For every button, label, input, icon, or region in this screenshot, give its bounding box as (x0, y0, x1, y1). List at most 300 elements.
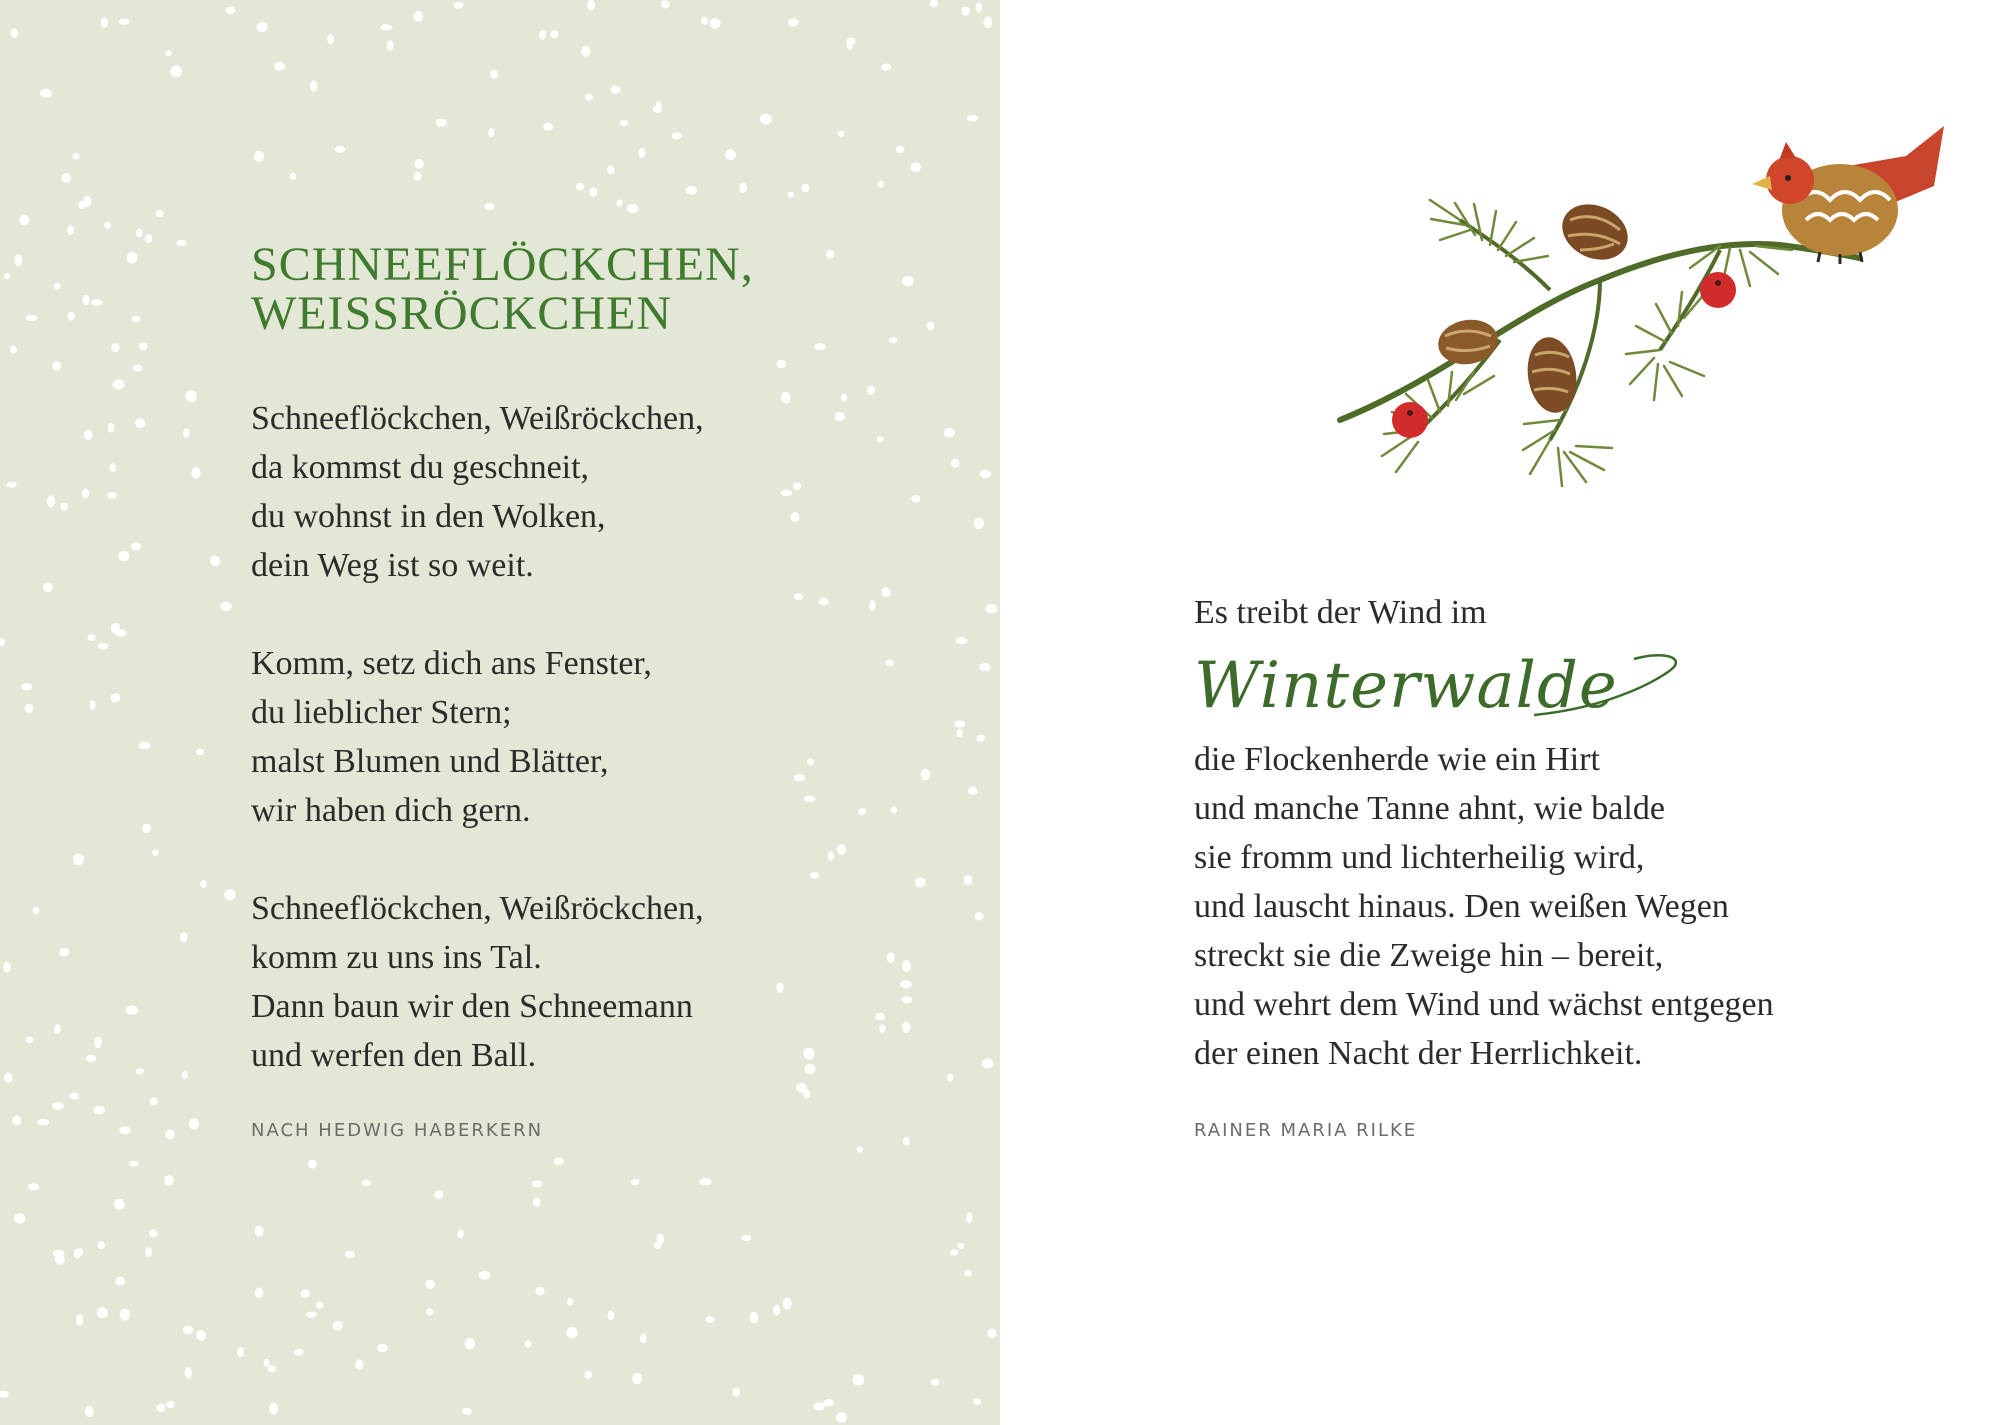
snow-dot (581, 46, 590, 57)
snow-dot (118, 551, 129, 561)
snow-dot (47, 495, 55, 507)
snow-dot (836, 1412, 847, 1423)
snow-dot (490, 70, 498, 79)
poem-line: sie fromm und lichterheilig wird, (1194, 839, 1645, 876)
snow-dot (268, 1365, 277, 1372)
snow-dot (98, 643, 109, 649)
poem-line: die Flockenherde wie ein Hirt (1194, 741, 1600, 778)
snow-dot (488, 128, 494, 137)
snow-dot (804, 796, 816, 803)
poem-line: Schneeflöckchen, Weißröckchen, (251, 400, 704, 437)
snow-dot (139, 742, 151, 750)
snow-dot (801, 184, 809, 193)
snow-dot (87, 634, 95, 641)
snow-dot (661, 0, 670, 8)
snow-dot (788, 18, 799, 26)
snow-dot (54, 1024, 61, 1034)
snow-dot (25, 1037, 33, 1044)
snow-dot (4, 1073, 13, 1083)
snow-dot (911, 495, 920, 502)
snow-dot (627, 204, 638, 213)
snow-dot (567, 1298, 573, 1306)
snow-dot (59, 948, 69, 957)
poem-line: da kommst du geschneit, (251, 449, 590, 486)
snow-dot (164, 1175, 174, 1185)
poem-line: Komm, setz dich ans Fenster, (251, 645, 652, 682)
snow-dot (951, 459, 960, 468)
snow-dot (434, 1191, 443, 1200)
snow-dot (25, 704, 34, 713)
snow-dot (710, 18, 721, 28)
snow-dot (620, 120, 628, 127)
snow-dot (224, 889, 235, 901)
snow-dot (86, 1055, 96, 1062)
stanza-2 (251, 639, 704, 835)
snow-dot (525, 1340, 532, 1348)
snow-dot (43, 583, 53, 593)
snow-dot (973, 1399, 981, 1405)
snow-dot (585, 94, 593, 101)
snow-dot (479, 1271, 491, 1280)
snow-dot (308, 1160, 317, 1169)
snow-dot (53, 1250, 65, 1257)
snow-dot (889, 337, 898, 343)
pine-cone-icon (1523, 334, 1581, 416)
snow-dot (150, 1097, 158, 1105)
snow-dot (426, 1308, 433, 1315)
snow-dot (67, 225, 74, 235)
snow-dot (425, 1280, 434, 1289)
snow-dot (957, 1243, 964, 1249)
snow-dot (986, 604, 998, 613)
snow-dot (120, 1309, 130, 1321)
snow-dot (879, 1025, 885, 1033)
snow-dot (109, 463, 116, 471)
snow-dot (131, 543, 142, 551)
snow-dot (725, 149, 736, 160)
snow-dot (956, 729, 962, 737)
snow-dot (585, 1371, 593, 1379)
snow-dot (152, 849, 159, 855)
snow-dot (700, 1178, 712, 1185)
snow-dot (257, 22, 268, 32)
poem-line: und wehrt dem Wind und wächst entgegen (1194, 986, 1774, 1023)
snow-dot (127, 252, 138, 264)
snow-dot (533, 1197, 541, 1207)
snow-dot (878, 181, 885, 188)
pine-branch-bird-illustration (1300, 80, 1960, 530)
snow-dot (590, 187, 598, 196)
snow-dot (113, 379, 125, 389)
snow-dot (828, 851, 834, 861)
snow-dot (60, 503, 67, 511)
poem-line: du lieblicher Stern; (251, 694, 512, 731)
snow-dot (345, 1251, 355, 1259)
snow-dot (54, 283, 61, 290)
snow-dot (760, 114, 772, 125)
snow-dot (819, 598, 829, 606)
snow-dot (294, 1349, 304, 1356)
snow-dot (554, 1157, 563, 1165)
snow-dot (3, 962, 11, 973)
author-credit-left: NACH HEDWIG HABERKERN (251, 1120, 544, 1141)
snow-dot (111, 623, 120, 631)
snow-dot (791, 512, 800, 521)
snow-dot (335, 146, 345, 153)
snow-dot (255, 1226, 264, 1237)
snow-dot (355, 1359, 363, 1369)
snow-dot (654, 1242, 661, 1249)
snow-dot (982, 1058, 993, 1068)
snow-dot (457, 1229, 464, 1238)
snow-dot (136, 229, 143, 238)
poem-right-body (1194, 588, 1954, 1078)
snow-dot (706, 1316, 715, 1323)
snow-dot (192, 467, 201, 478)
snow-dot (640, 1333, 647, 1343)
snow-dot (91, 299, 102, 306)
snow-dot (237, 1347, 244, 1357)
snow-dot (114, 1199, 125, 1210)
snow-dot (980, 470, 992, 478)
snow-dot (838, 131, 845, 137)
snow-dot (964, 1270, 971, 1277)
snow-dot (107, 492, 117, 498)
snow-dot (255, 1288, 263, 1298)
snow-dot (896, 146, 904, 153)
snow-dot (867, 386, 875, 395)
snow-dot (814, 1402, 825, 1410)
snow-dot (576, 183, 584, 191)
snow-dot (200, 880, 207, 888)
snow-dot (264, 1359, 270, 1367)
script-word-heading (1194, 637, 1954, 735)
snow-dot (126, 1005, 138, 1015)
script-swash-flourish (1194, 637, 1714, 735)
poem-line: malst Blumen und Blätter, (251, 743, 609, 780)
snow-dot (639, 148, 646, 158)
snow-dot (28, 1184, 40, 1191)
snow-dot (414, 159, 423, 169)
snow-dot (794, 774, 805, 781)
snow-dot (166, 1401, 175, 1408)
snow-dot (783, 1298, 792, 1310)
poem-line: Schneeflöckchen, Weißröckchen, (251, 890, 704, 927)
snow-dot (119, 1127, 130, 1135)
snow-dot (847, 39, 853, 51)
snow-dot (881, 64, 891, 71)
snow-dot (826, 250, 834, 259)
snow-dot (967, 115, 978, 121)
snow-dot (220, 602, 231, 612)
snow-dot (631, 1179, 640, 1185)
pine-cone-icon (1435, 315, 1502, 369)
snow-dot (539, 30, 546, 40)
snow-dot (183, 1326, 193, 1335)
poem-line: Es treibt der Wind im (1194, 594, 1487, 631)
snow-dot (837, 844, 846, 855)
snow-dot (903, 1137, 909, 1146)
snow-dot (773, 1305, 780, 1316)
snow-dot (69, 1093, 79, 1100)
snow-dot (741, 1235, 751, 1241)
snow-dot (10, 346, 17, 354)
snow-dot (881, 587, 890, 597)
snow-dot (290, 173, 297, 180)
snow-dot (62, 173, 72, 183)
snow-dot (462, 1408, 472, 1415)
poem-line: und manche Tanne ahnt, wie balde (1194, 790, 1665, 827)
snow-dot (180, 932, 187, 942)
snow-dot (104, 222, 111, 229)
snow-dot (954, 720, 965, 727)
poem-line: dein Weg ist so weit. (251, 547, 534, 584)
snow-dot (900, 980, 911, 988)
snow-dot (814, 343, 826, 350)
snow-dot (485, 203, 495, 211)
snow-dot (301, 1289, 311, 1297)
snow-dot (532, 1180, 543, 1187)
poem-left-body (251, 394, 704, 1129)
snow-dot (891, 807, 898, 814)
snow-dot (733, 1387, 740, 1397)
snow-dot (781, 490, 793, 496)
snow-dot (170, 66, 182, 78)
snow-dot (52, 1102, 64, 1110)
snow-dot (616, 200, 622, 207)
snow-dot (115, 1277, 125, 1286)
snow-dot (83, 295, 90, 305)
snow-dot (52, 361, 61, 370)
snow-dot (587, 0, 594, 11)
red-berry-icon (1700, 272, 1736, 308)
right-page (1000, 0, 2000, 1425)
poem-line: wir haben dich gern. (251, 792, 531, 829)
snow-dot (84, 430, 93, 440)
poem-title-line-1: SCHNEEFLÖCKCHEN, (251, 238, 754, 291)
snow-dot (196, 1330, 206, 1341)
snow-dot (26, 315, 37, 321)
snow-dot (551, 30, 559, 38)
snow-dot (93, 1106, 105, 1114)
snow-dot (0, 638, 5, 646)
snow-dot (835, 412, 845, 421)
snow-dot (961, 7, 970, 16)
snow-dot (210, 556, 220, 566)
snow-dot (73, 853, 84, 865)
snow-dot (803, 1089, 810, 1098)
snow-dot (156, 210, 164, 217)
snow-dot (85, 1406, 94, 1417)
snow-dot (902, 996, 913, 1003)
snow-dot (902, 960, 911, 972)
snow-dot (111, 343, 120, 352)
snow-dot (414, 11, 423, 22)
snow-dot (974, 518, 984, 529)
script-word-text: Winterwalde (1194, 649, 1618, 723)
snow-dot (794, 593, 803, 600)
snow-dot (108, 423, 114, 433)
snow-dot (911, 162, 921, 172)
author-credit-right: RAINER MARIA RILKE (1194, 1120, 1418, 1141)
snow-dot (136, 1068, 144, 1074)
snow-dot (157, 1404, 166, 1412)
snow-dot (877, 436, 883, 442)
snow-dot (750, 1312, 759, 1323)
snow-dot (7, 482, 17, 488)
snow-dot (869, 600, 875, 611)
snow-dot (454, 2, 464, 9)
snow-dot (966, 1212, 972, 1223)
snow-dot (132, 365, 142, 372)
snow-dot (37, 1119, 49, 1126)
snow-dot (310, 81, 317, 92)
snow-dot (805, 1064, 816, 1074)
snow-dot (950, 1249, 959, 1255)
snow-dot (333, 1321, 343, 1331)
snow-dot (841, 394, 847, 402)
snow-dot (611, 86, 621, 94)
snow-dot (19, 215, 29, 225)
snow-dot (185, 390, 197, 402)
poem-line: komm zu uns ins Tal. (251, 939, 542, 976)
snow-dot (166, 50, 172, 56)
snow-dot (33, 907, 40, 914)
stanza-3 (251, 884, 704, 1080)
snow-dot (381, 24, 393, 30)
snow-dot (76, 1314, 83, 1325)
snow-dot (853, 1374, 865, 1385)
poem-title (251, 240, 754, 338)
snow-dot (185, 1367, 192, 1378)
snow-dot (701, 17, 708, 25)
pine-cone-icon (1553, 194, 1637, 270)
snow-dot (176, 240, 187, 246)
snow-dot (777, 982, 784, 992)
snow-dot (149, 1229, 158, 1237)
snow-dot (823, 1399, 834, 1406)
snow-dot (316, 1301, 323, 1309)
poem-line: Dann baun wir den Schneemann (251, 988, 693, 1025)
snow-dot (196, 749, 204, 755)
snow-dot (887, 952, 895, 962)
snow-dot (182, 1071, 188, 1079)
snow-dot (387, 40, 394, 50)
stanza-1 (251, 394, 704, 590)
snow-dot (686, 186, 697, 195)
snow-dot (82, 489, 89, 499)
snow-dot (902, 1022, 910, 1033)
snow-dot (810, 872, 819, 878)
snow-dot (14, 1213, 25, 1224)
snow-dot (254, 151, 264, 162)
snow-dot (110, 693, 120, 702)
poem-line: streckt sie die Zweige hin – bereit, (1194, 937, 1664, 974)
snow-dot (968, 787, 978, 795)
snow-dot (90, 700, 96, 709)
snow-dot (145, 1247, 152, 1257)
snow-dot (915, 877, 926, 887)
snow-dot (803, 1048, 815, 1060)
snow-dot (306, 1312, 318, 1318)
snow-dot (129, 1161, 139, 1167)
snow-dot (787, 192, 794, 198)
snow-dot (165, 1130, 174, 1140)
snow-dot (40, 89, 52, 98)
snow-dot (0, 1391, 9, 1398)
snow-dot (781, 392, 791, 404)
snow-dot (78, 201, 85, 209)
poem-line: der einen Nacht der Herrlichkeit. (1194, 1035, 1643, 1072)
snow-dot (672, 132, 682, 139)
snow-dot (377, 1344, 388, 1352)
snow-dot (132, 316, 141, 323)
snow-dot (927, 322, 935, 330)
snow-dot (607, 1311, 614, 1321)
snow-dot (807, 758, 814, 765)
snow-dot (632, 1373, 642, 1385)
snow-dot (101, 17, 108, 28)
snow-dot (436, 119, 447, 127)
snow-dot (975, 912, 984, 920)
snow-dot (135, 418, 145, 428)
snow-dot (987, 1329, 996, 1339)
red-berry-icon (1392, 402, 1428, 438)
snow-dot (921, 769, 930, 781)
snow-dot (944, 428, 955, 438)
snow-dot (68, 312, 75, 321)
snow-dot (886, 660, 894, 667)
snow-dot (11, 29, 18, 38)
snow-dot (544, 123, 554, 131)
poem-title-line-2: WEISSRÖCKCHEN (251, 287, 673, 340)
snow-dot (976, 2, 983, 12)
snow-dot (607, 165, 615, 174)
snow-dot (14, 254, 22, 266)
snow-dot (226, 7, 236, 14)
snow-dot (119, 19, 130, 25)
poem-line: und werfen den Ball. (251, 1037, 537, 1074)
snow-dot (947, 1074, 954, 1082)
snow-dot (857, 1146, 864, 1152)
snow-dot (535, 1287, 544, 1296)
snow-dot (739, 183, 747, 194)
snow-dot (414, 172, 422, 181)
snow-dot (931, 1379, 939, 1386)
snow-dot (4, 273, 10, 279)
snow-dot (189, 1118, 199, 1129)
snow-dot (902, 276, 914, 287)
snow-dot (327, 34, 333, 44)
snow-dot (183, 428, 189, 438)
snow-dot (94, 1037, 102, 1049)
snow-dot (858, 808, 866, 815)
snow-dot (21, 683, 32, 690)
snow-dot (139, 343, 148, 351)
snow-dot (98, 1241, 105, 1249)
snow-dot (73, 153, 80, 159)
snow-dot (984, 17, 993, 29)
snow-dot (97, 1307, 108, 1318)
snow-dot (362, 1180, 371, 1187)
snow-dot (977, 735, 985, 742)
snow-dot (567, 1327, 578, 1338)
snow-dot (930, 0, 939, 7)
snow-dot (142, 824, 151, 833)
snow-dot (465, 1338, 475, 1350)
snow-dot (875, 1013, 885, 1020)
snow-dot (269, 1403, 278, 1415)
